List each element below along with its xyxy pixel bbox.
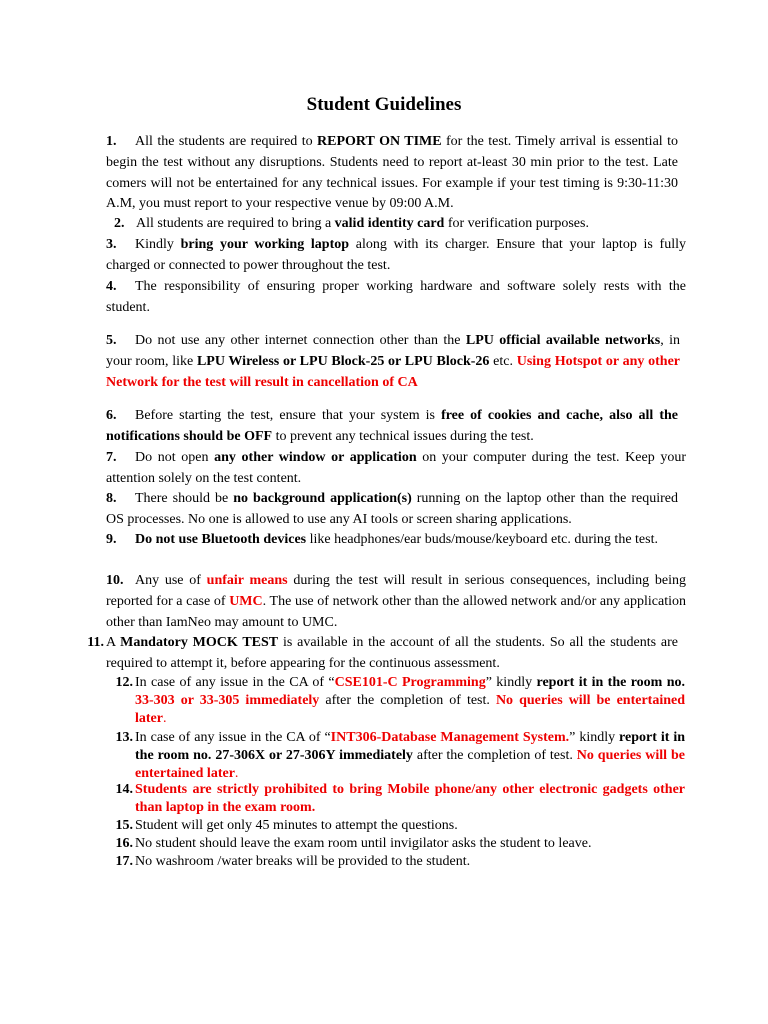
guideline-number: 7.: [106, 450, 117, 465]
guideline-text: LPU Wireless or LPU Block-25 or LPU Block-26: [196, 353, 490, 369]
guideline-number: 5.: [106, 333, 117, 348]
guideline-8: [106, 489, 678, 531]
guideline-number: 2.: [114, 216, 125, 231]
guideline-number: 11.: [87, 635, 104, 650]
guideline-7: [106, 448, 686, 490]
guideline-text: There should be: [135, 491, 234, 506]
guideline-16: [115, 835, 685, 853]
guideline-text: REPORT ON TIME: [317, 134, 442, 149]
guideline-13: [115, 729, 685, 783]
guideline-text: any other window or application: [214, 450, 417, 465]
guideline-text: , in your room, like: [106, 333, 681, 369]
guideline-text: ” kindly: [485, 675, 537, 690]
guideline-text: after the completion of test.: [319, 693, 496, 708]
guideline-number: 17.: [115, 854, 133, 869]
guideline-text: All the students are required to: [135, 134, 318, 149]
guideline-9: [106, 530, 678, 551]
guideline-number: 3.: [106, 237, 117, 252]
guideline-text: ” kindly: [569, 730, 620, 745]
guideline-12: [115, 674, 686, 728]
guideline-text: No washroom /water breaks will be provided to the student.: [135, 854, 471, 869]
guideline-text: is available in the account of all the students. So all the students are required to attempt it, before appearing for the continuous assessment.: [106, 635, 679, 671]
guideline-text: The responsibility of ensuring proper working hardware and software solely rests with the student.: [106, 279, 686, 315]
guideline-text: .: [234, 766, 239, 781]
guideline-text: along with its charger. Ensure that your laptop is fully charged or connected to power throughout the test.: [106, 237, 686, 273]
guideline-text: A: [106, 635, 121, 650]
guideline-text: Do not use any other internet connection other than the: [135, 333, 466, 348]
guideline-text: for the test. Timely arrival is essential to begin the test without any disruptions. Students need to report at-least 30 min prior to the test. Late comers will not be entertained for any technical issues. For example if your test timing is 9:30-11:30 A.M, you must report to your respective venue by 09:00 A.M.: [106, 134, 678, 212]
guideline-text: No queries will be entertained later: [135, 748, 685, 781]
guideline-text: like headphones/ear buds/mouse/keyboard etc. during the test.: [306, 532, 658, 547]
guideline-14: [115, 781, 685, 817]
guideline-text: valid identity card: [334, 216, 445, 231]
guideline-text: report it in the room no.: [536, 675, 686, 690]
guideline-text: No student should leave the exam room until invigilator asks the student to leave.: [135, 836, 592, 851]
guideline-text: In case of any issue in the CA of “: [135, 675, 335, 690]
guideline-10: [106, 571, 686, 633]
guideline-text: Do not use Bluetooth devices: [135, 532, 307, 547]
guideline-text: LPU official available networks: [465, 333, 661, 348]
guideline-number: 13.: [115, 730, 133, 745]
guideline-4: [106, 277, 686, 319]
guideline-15: [115, 817, 685, 835]
guideline-17: [115, 853, 685, 871]
guideline-text: No queries will be entertained later: [135, 693, 685, 726]
guideline-1: [106, 132, 678, 215]
guideline-text: to prevent any technical issues during the test.: [272, 428, 534, 444]
guideline-5: [106, 331, 680, 393]
guideline-text: on your computer during the test. Keep your attention solely on the test content.: [106, 450, 687, 486]
guideline-number: 14.: [115, 782, 133, 797]
guideline-text: In case of any issue in the CA of “: [135, 730, 331, 745]
guideline-text: after the completion of test.: [412, 748, 577, 763]
guideline-text: Students are strictly prohibited to bring Mobile phone/any other electronic gadgets other than laptop in the exam room.: [135, 782, 685, 815]
guideline-text: Do not open: [135, 450, 215, 465]
guideline-text: All students are required to bring a: [136, 216, 335, 231]
guideline-text: Any use of: [135, 573, 207, 588]
guideline-text: INT306-Database Management System.: [330, 730, 570, 745]
guideline-2: [106, 214, 678, 235]
guideline-text: free of cookies and cache, also all the notifications should be OFF: [106, 408, 678, 444]
guideline-number: 1.: [106, 134, 117, 149]
guideline-text: . The use of network other than the allowed network and/or any application other than IamNeo may amount to UMC.: [106, 593, 686, 630]
guideline-number: 4.: [106, 279, 117, 294]
guideline-text: report it in the room no. 27-306X or 27-306Y immediately: [135, 730, 685, 763]
guideline-number: 6.: [106, 408, 117, 423]
page-title: Student Guidelines: [306, 94, 462, 115]
guideline-text: CSE101-C Programming: [334, 675, 486, 690]
guideline-text: Before starting the test, ensure that your system is: [135, 408, 442, 423]
guideline-text: .: [162, 711, 167, 726]
guideline-text: running on the laptop other than the required OS processes. No one is allowed to use any AI tools or screen sharing applications.: [106, 491, 678, 527]
guideline-6: [106, 406, 678, 448]
guideline-3: [106, 235, 686, 277]
guideline-text: etc.: [489, 353, 517, 369]
guideline-number: 9.: [106, 532, 117, 547]
guideline-text: for verification purposes.: [444, 216, 589, 231]
guideline-text: UMC: [229, 593, 263, 609]
guideline-number: 16.: [115, 836, 133, 851]
guideline-text: during the test will result in serious consequences, including being reported for a case of: [106, 573, 687, 609]
guideline-text: Kindly: [135, 237, 181, 252]
guideline-text: no background application(s): [233, 491, 412, 506]
guideline-text: Using Hotspot or any other Network for the test will result in cancellation of CA: [106, 353, 680, 390]
guideline-number: 12.: [115, 675, 133, 690]
guideline-number: 8.: [106, 491, 117, 506]
guideline-number: 15.: [115, 818, 133, 833]
guideline-text: Student will get only 45 minutes to attempt the questions.: [135, 818, 458, 833]
guideline-text: bring your working laptop: [180, 237, 350, 252]
guideline-11: [87, 633, 679, 675]
guideline-text: 33-303 or 33-305 immediately: [135, 693, 320, 708]
guideline-text: unfair means: [206, 573, 288, 588]
guideline-text: Mandatory MOCK TEST: [120, 635, 279, 650]
guideline-number: 10.: [106, 573, 124, 588]
